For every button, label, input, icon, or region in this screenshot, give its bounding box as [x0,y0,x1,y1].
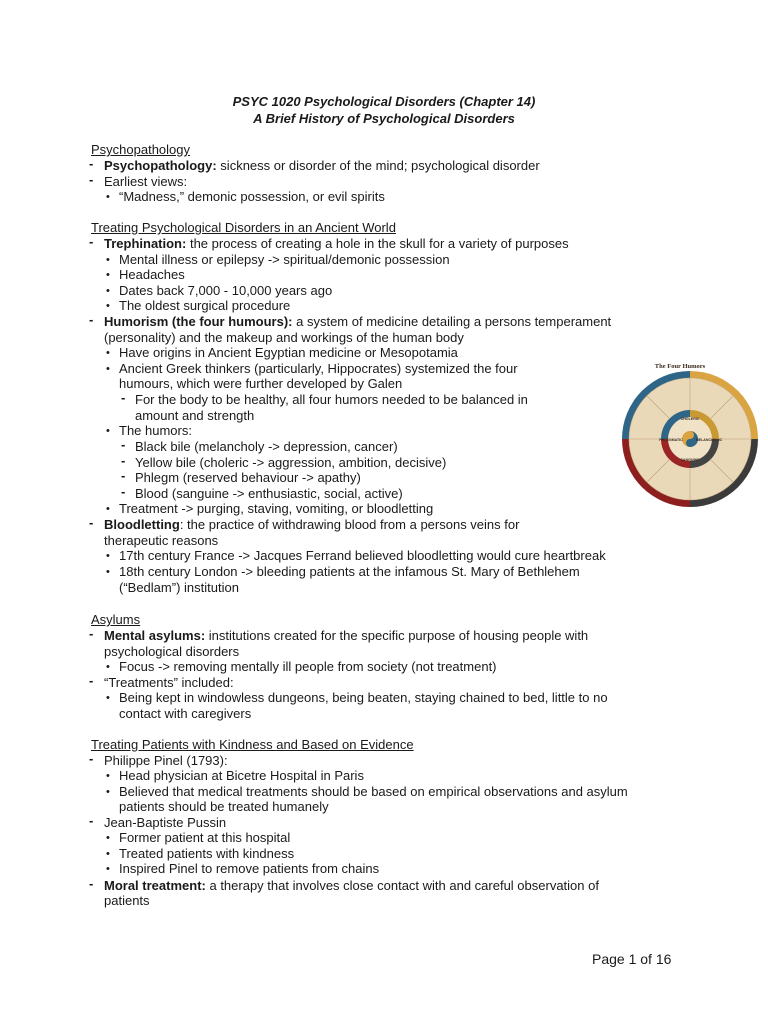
sub-item-continuation: amount and strength [135,408,255,423]
dash-marker: - [121,390,126,405]
dash-marker: - [121,468,126,483]
definition-psychopathology [104,158,540,174]
bullet-marker: • [106,347,110,359]
list-item: The humors: [119,423,192,438]
dash-marker: - [89,626,94,641]
dash-marker: - [89,673,94,688]
section-heading-psychopathology: Psychopathology [91,142,191,157]
bullet-marker: • [106,770,110,782]
term-text: : the practice of withdrawing blood from a persons veins for [179,517,520,532]
section-heading-asylums: Asylums [91,612,141,627]
dash-marker: - [121,453,126,468]
philippe-pinel: Philippe Pinel (1793): [104,753,228,768]
bullet-marker: • [106,254,110,266]
bullet-marker: • [106,425,110,437]
list-item: The oldest surgical procedure [119,298,291,313]
definition-continuation: patients [104,893,150,908]
dash-marker: - [121,484,126,499]
list-item: Inspired Pinel to remove patients from chains [119,861,380,876]
bullet-marker: • [106,566,110,578]
doc-subtitle: A Brief History of Psychological Disorders [253,111,515,126]
list-item: 17th century France -> Jacques Ferrand believed bloodletting would cure heartbreak [119,548,606,563]
bullet-marker: • [106,191,110,203]
list-item: Head physician at Bicetre Hospital in Paris [119,768,364,783]
bullet-marker: • [106,863,110,875]
definition-moral-treatment [104,878,599,894]
treatments-included: “Treatments” included: [104,675,234,690]
list-item: Being kept in windowless dungeons, being beaten, staying chained to bed, little to no [119,690,608,705]
list-item-continuation: (“Bedlam”) institution [119,580,239,595]
list-item-continuation: patients should be treated humanely [119,799,329,814]
bullet-marker: • [106,550,110,562]
list-item: Have origins in Ancient Egyptian medicine or Mesopotamia [119,345,458,360]
bullet-marker: • [106,503,110,515]
term-text: a system of medicine detailing a persons temperament [292,314,612,329]
dash-marker: - [89,156,94,171]
sub-item: For the body to be healthy, all four humors needed to be balanced in [135,392,528,407]
list-item: Headaches [119,267,185,282]
dash-marker: - [121,437,126,452]
doc-title: PSYC 1020 Psychological Disorders (Chapter 14) [232,94,536,109]
bullet-marker: • [106,661,110,673]
list-item: Believed that medical treatments should be based on empirical observations and asylum [119,784,628,799]
bullet-marker: • [106,832,110,844]
definition-continuation: (personality) and the makeup and workings of the human body [104,330,464,345]
bullet-marker: • [106,848,110,860]
dash-marker: - [89,813,94,828]
humor-item: Black bile (melancholy -> depression, cancer) [135,439,398,454]
term-text: sickness or disorder of the mind; psychological disorder [216,158,540,173]
term-text: a therapy that involves close contact with and careful observation of [205,878,599,893]
list-item: “Madness,” demonic possession, or evil spirits [119,189,385,204]
label-choleric: CHOLERIC [680,417,700,421]
list-item: Ancient Greek thinkers (particularly, Hippocrates) systemized the four [119,361,518,376]
list-item: Treatment -> purging, staving, vomiting, or bloodletting [119,501,434,516]
list-item: Mental illness or epilepsy -> spiritual/demonic possession [119,252,450,267]
dash-marker: - [89,876,94,891]
list-item: Former patient at this hospital [119,830,291,845]
bullet-marker: • [106,300,110,312]
list-item: Focus -> removing mentally ill people from society (not treatment) [119,659,497,674]
term: Bloodletting [104,517,180,532]
definition-trephination [104,236,569,252]
humor-item: Yellow bile (choleric -> aggression, ambition, decisive) [135,455,447,470]
label-phlegmatic: PHLEGMATIC [659,438,683,442]
dash-marker: - [89,234,94,249]
definition-bloodletting [104,517,519,533]
list-item-continuation: humours, which were further developed by Galen [119,376,403,391]
term: Moral treatment: [104,878,206,893]
four-humors-figure [609,358,768,516]
term: Mental asylums: [104,628,206,643]
dash-marker: - [89,312,94,327]
term-text: institutions created for the specific purpose of housing people with [205,628,589,643]
humor-item: Phlegm (reserved behaviour -> apathy) [135,470,361,485]
list-item: Treated patients with kindness [119,846,295,861]
term: Humorism (the four humours): [104,314,293,329]
list-item: 18th century London -> bleeding patients at the infamous St. Mary of Bethlehem [119,564,580,579]
label-sanguine: SANGUINE [680,458,700,462]
term: Psychopathology: [104,158,217,173]
bullet-marker: • [106,269,110,281]
definition-continuation: therapeutic reasons [104,533,219,548]
earliest-views: Earliest views: [104,174,188,189]
definition-humorism [104,314,611,330]
list-item: Dates back 7,000 - 10,000 years ago [119,283,333,298]
bullet-marker: • [106,363,110,375]
page-number: Page 1 of 16 [592,951,672,967]
term-text: the process of creating a hole in the skull for a variety of purposes [186,236,569,251]
humor-item: Blood (sanguine -> enthusiastic, social, active) [135,486,403,501]
list-item-continuation: contact with caregivers [119,706,252,721]
definition-mental-asylums [104,628,588,644]
bullet-marker: • [106,692,110,704]
figure-title: The Four Humors [654,363,706,370]
jean-baptiste-pussin: Jean-Baptiste Pussin [104,815,227,830]
term: Trephination: [104,236,187,251]
bullet-marker: • [106,786,110,798]
definition-continuation: psychological disorders [104,644,240,659]
section-heading-kindness: Treating Patients with Kindness and Based on Evidence [91,737,414,752]
label-melancholic: MELANCHOLIC [695,438,723,442]
dash-marker: - [89,751,94,766]
dash-marker: - [89,172,94,187]
dash-marker: - [89,515,94,530]
bullet-marker: • [106,285,110,297]
section-heading-ancient: Treating Psychological Disorders in an Ancient World [91,220,396,235]
